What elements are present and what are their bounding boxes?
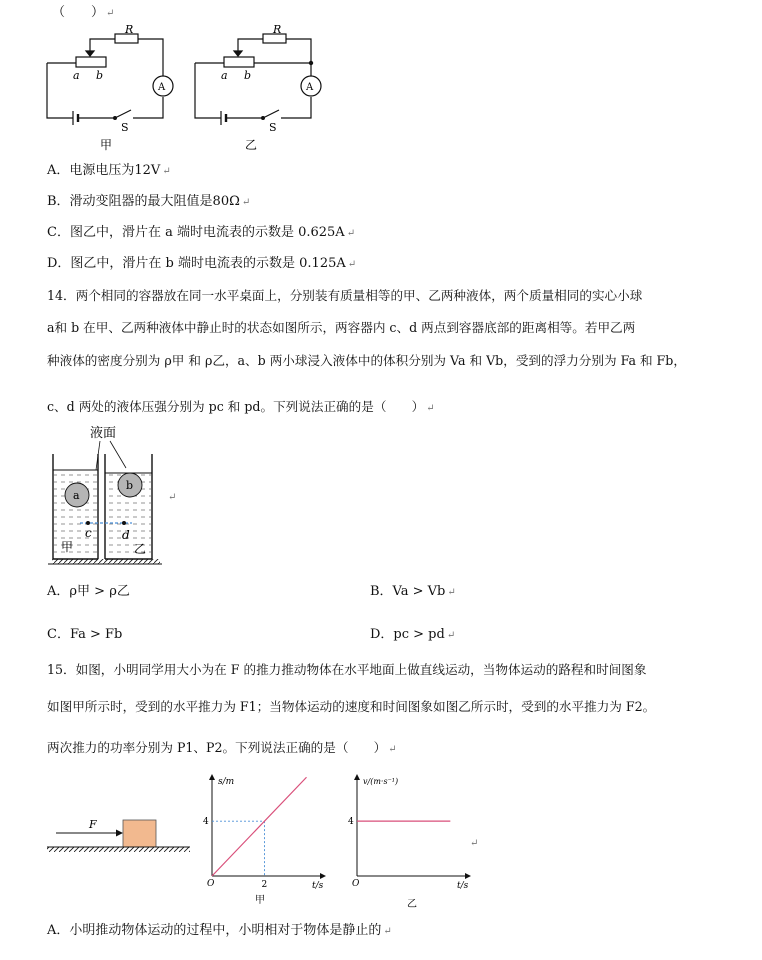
svg-text:b: b [244, 69, 252, 82]
chart-y-label: s/m [218, 777, 235, 787]
svg-text:R: R [273, 25, 282, 36]
question-paren: （ ） ↵ [52, 5, 115, 20]
q13-option-a: A．电源电压为12V ↵ [47, 163, 171, 178]
chart-x-label: t/s [312, 881, 324, 891]
svg-text:S: S [269, 121, 277, 134]
svg-text:A: A [306, 82, 314, 93]
chart-x-label: t/s [457, 881, 469, 891]
q14-line4: c、d 两处的液体压强分别为 pc 和 pd。下列说法正确的是（ ） ↵ [47, 399, 435, 414]
svg-text:d: d [122, 528, 130, 542]
chart-y-tick: 4 [348, 817, 354, 828]
chart-x-tick: 2 [261, 880, 268, 890]
chart-y-label: v/(m·s⁻¹) [363, 777, 399, 786]
chart-origin-label: O [352, 879, 360, 889]
return-mark: ↵ [168, 492, 177, 503]
q15-line3: 两次推力的功率分别为 P1、P2。下列说法正确的是（ ） ↵ [47, 740, 397, 755]
circuit-diagrams [40, 25, 330, 155]
svg-text:a: a [73, 69, 80, 82]
svg-text:甲: 甲 [100, 138, 113, 152]
svg-text:b: b [96, 69, 104, 82]
svg-text:甲: 甲 [61, 540, 74, 554]
q14-option-d: D．pc > pd ↵ [370, 627, 456, 642]
chart-velocity-time [345, 770, 475, 910]
q14-line1: 14．两个相同的容器放在同一水平桌面上，分别装有质量相等的甲、乙两种液体，两个质量相同的实心小球 [47, 288, 643, 303]
block-figure [44, 812, 194, 862]
svg-text:F: F [89, 818, 97, 831]
q14-option-b: B．Va > Vb ↵ [370, 584, 456, 599]
chart-y-tick: 4 [203, 817, 209, 828]
chart-series-line [212, 777, 307, 876]
svg-text:乙: 乙 [134, 542, 147, 556]
chart-origin-label: O [207, 879, 215, 889]
svg-text:乙: 乙 [245, 138, 258, 152]
q14-option-c: C．Fa > Fb [47, 627, 123, 642]
q15-line1: 15．如图，小明同学用大小为在 F 的推力推动物体在水平地面上做直线运动，当物体运动的路程和时间图象 [47, 662, 647, 677]
q13-option-b: B．滑动变阻器的最大阻值是80Ω ↵ [47, 194, 251, 209]
q15-line2: 如图甲所示时，受到的水平推力为 F1；当物体运动的速度和时间图象如图乙所示时，受到的水平推力为 F2。 [47, 699, 656, 714]
chart-caption: 甲 [255, 895, 265, 906]
chart-caption: 乙 [407, 899, 417, 910]
containers-figure [44, 423, 184, 569]
q14-line3: 种液体的密度分别为 ρ甲 和 ρ乙，a、b 两小球浸入液体中的体积分别为 Va 和 Vb，受到的浮力分别为 Fa 和 Fb， [47, 353, 686, 368]
q13-option-c: C．图乙中，滑片在 a 端时电流表的示数是 0.625A ↵ [47, 225, 356, 240]
chart-distance-time [200, 770, 330, 910]
q13-option-d: D．图乙中，滑片在 b 端时电流表的示数是 0.125A ↵ [47, 256, 357, 271]
return-mark: ↵ [470, 838, 479, 849]
svg-text:a: a [221, 69, 228, 82]
svg-text:A: A [158, 82, 166, 93]
q15-option-a: A．小明推动物体运动的过程中，小明相对于物体是静止的 ↵ [47, 923, 392, 938]
svg-text:a: a [73, 489, 80, 502]
svg-text:R: R [125, 25, 134, 36]
svg-text:液面: 液面 [90, 426, 117, 441]
q14-line2: a和 b 在甲、乙两种液体中静止时的状态如图所示，两容器内 c、d 两点到容器底部的距离相等。若甲乙两 [47, 320, 636, 335]
svg-text:c: c [85, 526, 92, 540]
q14-option-a: A．ρ甲 > ρ乙 [47, 584, 130, 599]
svg-text:b: b [126, 479, 134, 492]
svg-text:S: S [121, 121, 129, 134]
